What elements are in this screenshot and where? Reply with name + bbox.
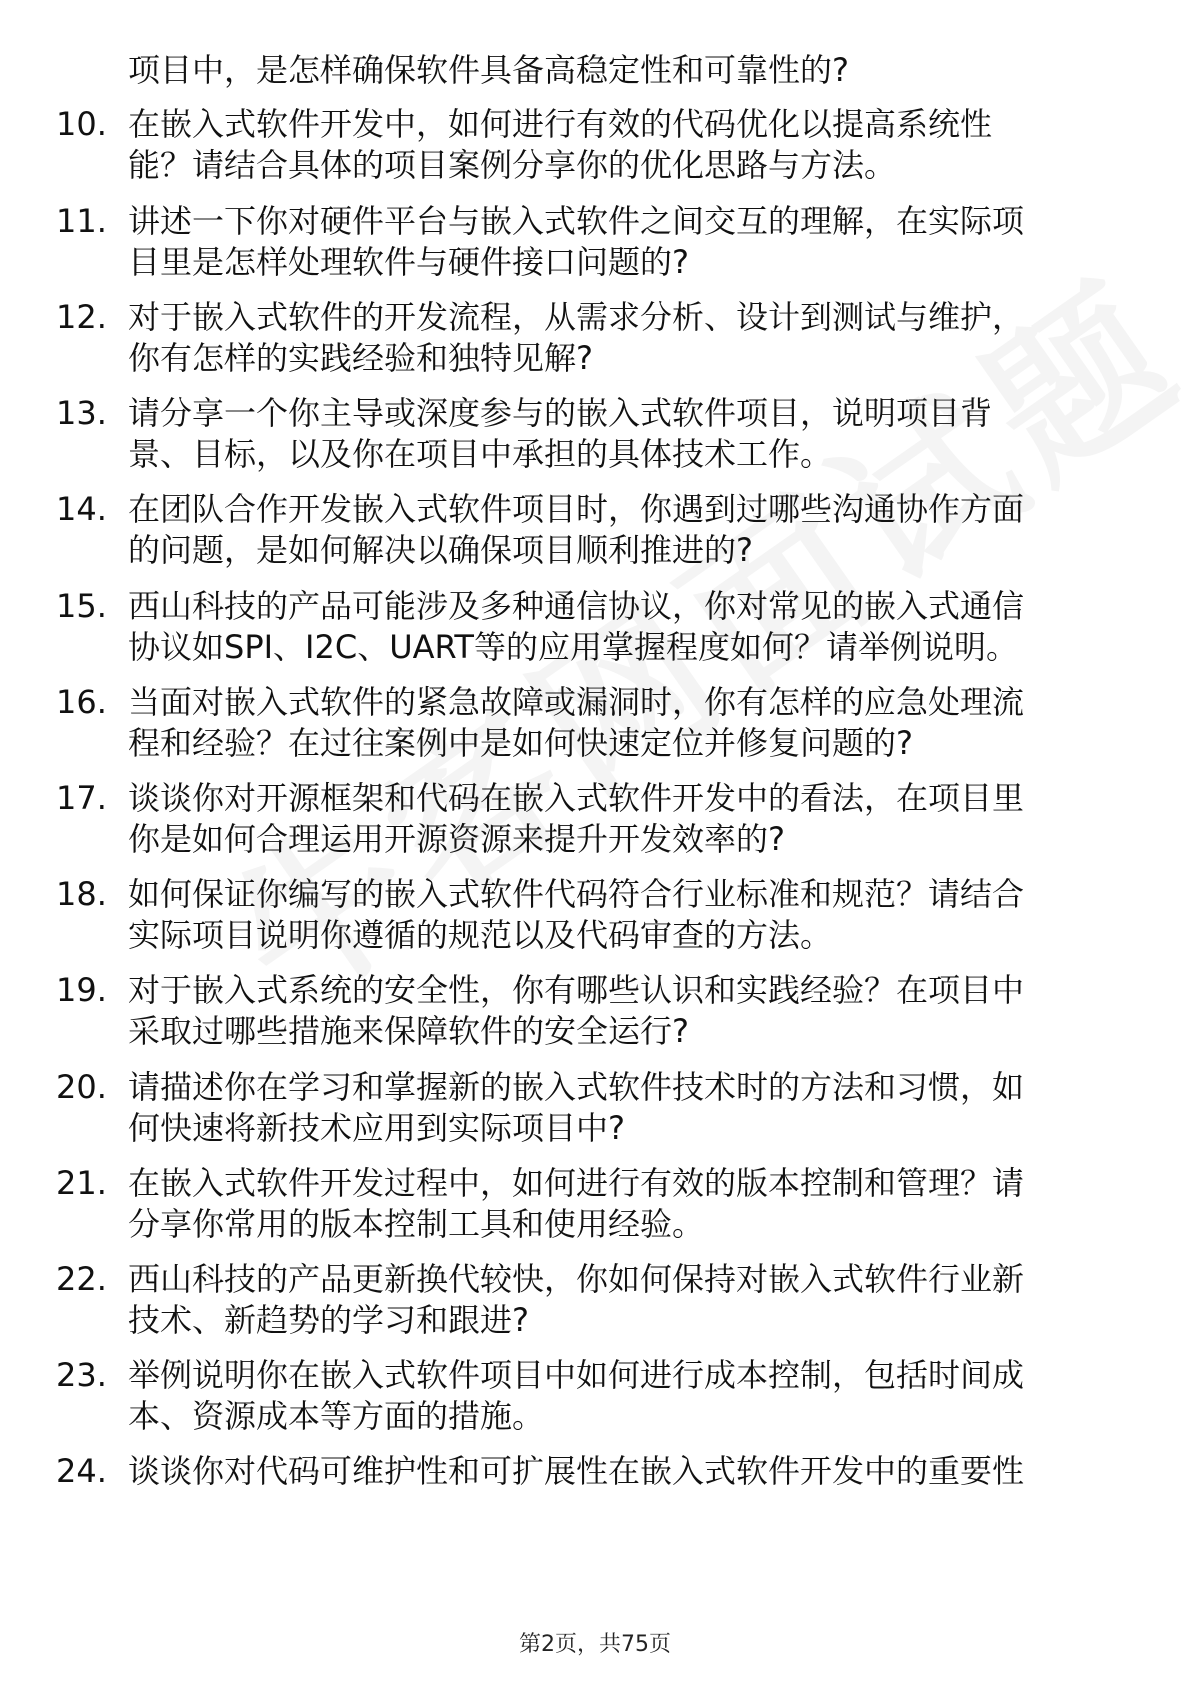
page-footer: 第2页，共75页 <box>519 1632 671 1657</box>
question-text: 谈谈你对代码可维护性和可扩展性在嵌入式软件开发中的重要性 <box>128 1452 1025 1490</box>
question-number: 20. <box>56 1068 107 1106</box>
question-text: 在嵌入式软件开发过程中，如何进行有效的版本控制和管理？请 分享你常用的版本控制工具和使用经验。 <box>128 1164 1025 1243</box>
question-text: 在团队合作开发嵌入式软件项目时，你遇到过哪些沟通协作方面 的问题，是如何解决以确保项目顺利推进的? <box>128 490 1025 569</box>
question-number: 23. <box>56 1356 107 1394</box>
question-text: 当面对嵌入式软件的紧急故障或漏洞时，你有怎样的应急处理流 程和经验？在过往案例中是如何快速定位并修复问题的? <box>128 683 1025 762</box>
question-text: 西山科技的产品更新换代较快，你如何保持对嵌入式软件行业新 技术、新趋势的学习和跟进? <box>128 1260 1025 1339</box>
question-text: 请描述你在学习和掌握新的嵌入式软件技术时的方法和习惯，如 何快速将新技术应用到实际项目中? <box>128 1068 1025 1147</box>
question-number: 14. <box>56 490 107 528</box>
question-number: 24. <box>56 1452 107 1490</box>
question-text: 如何保证你编写的嵌入式软件代码符合行业标准和规范？请结合 实际项目说明你遵循的规范以及代码审查的方法。 <box>128 875 1025 954</box>
continued-question-text: 项目中，是怎样确保软件具备高稳定性和可靠性的? <box>128 51 849 89</box>
question-number: 19. <box>56 971 107 1009</box>
question-number: 17. <box>56 779 107 817</box>
question-number: 10. <box>56 105 107 143</box>
question-text: 西山科技的产品可能涉及多种通信协议，你对常见的嵌入式通信 协议如SPI、I2C、UART等的应用掌握程度如何？请举例说明。 <box>128 587 1025 666</box>
question-text: 请分享一个你主导或深度参与的嵌入式软件项目，说明项目背 景、目标，以及你在项目中承担的具体技术工作。 <box>128 394 993 473</box>
question-number: 11. <box>56 202 107 240</box>
question-text: 讲述一下你对硬件平台与嵌入式软件之间交互的理解，在实际项 目里是怎样处理软件与硬件接口问题的? <box>128 202 1025 281</box>
question-text: 对于嵌入式软件的开发流程，从需求分析、设计到测试与维护， 你有怎样的实践经验和独特见解? <box>128 298 1025 377</box>
question-number: 21. <box>56 1164 107 1202</box>
question-number: 18. <box>56 875 107 913</box>
question-text: 举例说明你在嵌入式软件项目中如何进行成本控制，包括时间成 本、资源成本等方面的措施。 <box>128 1356 1025 1435</box>
question-text: 在嵌入式软件开发中，如何进行有效的代码优化以提高系统性 能？请结合具体的项目案例分享你的优化思路与方法。 <box>128 105 993 184</box>
question-text: 对于嵌入式系统的安全性，你有哪些认识和实践经验？在项目中 采取过哪些措施来保障软件的安全运行? <box>128 971 1025 1050</box>
question-number: 13. <box>56 394 107 432</box>
question-text: 谈谈你对开源框架和代码在嵌入式软件开发中的看法，在项目里 你是如何合理运用开源资源来提升开发效率的? <box>128 779 1025 858</box>
question-number: 12. <box>56 298 107 336</box>
question-number: 22. <box>56 1260 107 1298</box>
question-number: 16. <box>56 683 107 721</box>
question-number: 15. <box>56 587 107 625</box>
